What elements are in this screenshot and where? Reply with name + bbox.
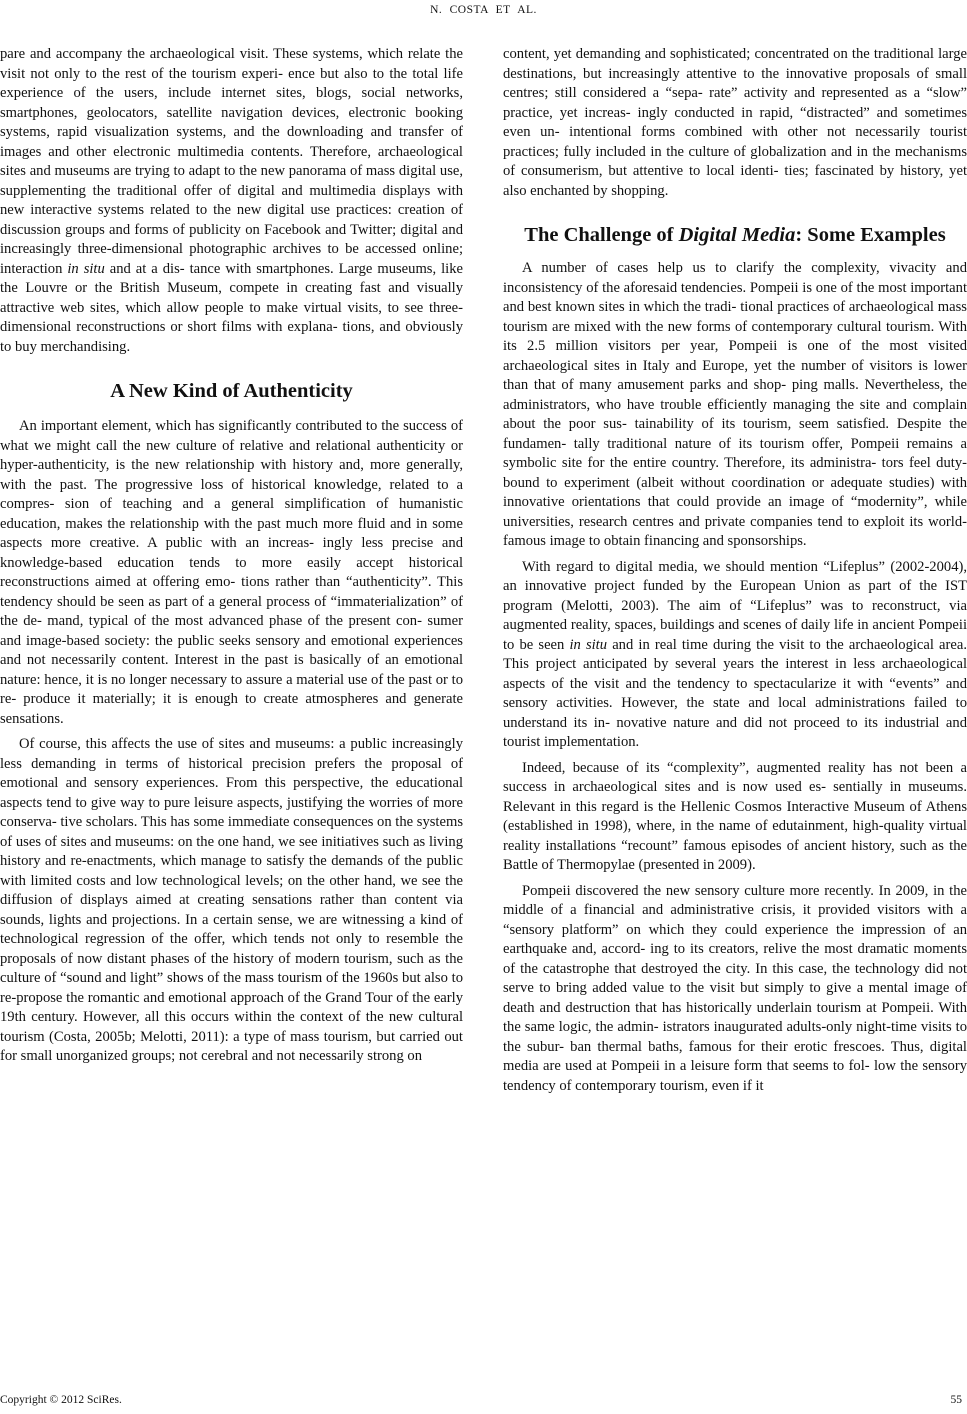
- running-head: N. COSTA ET AL.: [430, 4, 537, 16]
- paragraph: A number of cases help us to clarify the complexity, vivacity and inconsistency of the aforesaid tendencies. Pompeii is one of the most important and best known sites in which the tradi- tional practices of archaeological mass tourism are mixed with the new forms of contemporary cultural tourism. With its 2.5 million visitors per year, Pompeii is one of the most visited archaeological sites in Italy and Europe, yet the number of visitors is lower than that of many amusement parks and shop- ping malls. Nevertheless, the administrators, who have trouble efficiently managing the site and complain about the poor sus- tainability of its tourism, seem satisfied. Despite the fundamen- tally traditional nature of its tourism offer, Pompeii remains a symbolic site for the entire country. Therefore, its administra- tors feel duty-bound to experiment (albeit without coordination or adequate studies) with innovative orientations that could provide an image of “modernity”, while universities, research centres and private companies tend to exploit its world-famous image to obtain financing and sponsorships.: [503, 260, 967, 549]
- paragraph: Of course, this affects the use of sites and museums: a public increasingly less demanding in terms of historical precision prefers the proposal of emotional and sensory experiences. From this perspective, the educational aspects tend to give way to pure leisure aspects, justifying the worries of more conserva- tive scholars. This has some immediate consequences on the systems of uses of sites and museums: on the one hand, we see initiatives such as living history and re-enactments, which manage to satisfy the demands of the public with limited costs and low technological levels; on the other hand, we see the diffusion of displays aimed at creating sensations rather than content via sounds, lights and projections. In a certain sense, we are witnessing a kind of technological regression of the offer, which tends not only to resemble the proposals of now distant phases of the history of modern tourism, such as the culture of “sound and light” shows of the mass tourism of the 1960s but also to re-propose the romantic and emotional approach of the Grand Tour of the early 19th century. However, all this occurs within the context of the new cultural tourism (Costa, 2005b; Melotti, 2011): a type of mass tourism, but carried out for small unorganized groups; not cerebral and not necessarily strong on: [0, 736, 463, 1064]
- paragraph: Pompeii discovered the new sensory culture more recently. In 2009, in the middle of a financial and administrative crisis, it provided visitors with a “sensory platform” on which they could experience the impression of an earthquake and, accord- ing to its creators, relive the most dramatic moments of the catastrophe that destroyed the city. In this case, the technology did not serve to bring added value to the visit but simply to give a mental image of death and destruction that has historically underlain tourism at Pompeii. With the same logic, the admin- istrators inaugurated adults-only night-time visits to the subur- ban thermal baths, famous for their erotic frescoes. Thus, digital media are used at Pompeii in a leisure form that seems to fol- low the sensory tendency of contemporary tourism, even if it: [503, 882, 967, 1094]
- paragraph: pare and accompany the archaeological visit. These systems, which relate the visit not only to the rest of the tourism experi- ence but also to the total life experience of the users, include internet sites, blogs, social networks, smartphones, geolocators, satellite navigation devices, electronic booking systems, rapid visualization systems, and the downloading and transfer of images and other electronic multimedia contents. Therefore, archaeological sites and museums are trying to adapt to the new panorama of mass digital use, supplementing the traditional offer of digital and multimedia displays with new interactive systems related to the new digital use practices: creation of discussion groups and forms of publicity on Facebook and Twitter; digital and increasingly three-dimensional photographic archives to be accessed online; interaction in situ and at a dis- tance with smartphones. Large museums, like the Louvre or the British Museum, compete in creating fast and visually attractive web sites, which allow people to make virtual visits, to see three-dimensional reconstructions or short films with explana- tions, and obviously to buy merchandising.: [0, 46, 463, 355]
- paragraph: With regard to digital media, we should mention “Lifeplus” (2002-2004), an innovative project funded by the European Union as part of the IST program (Melotti, 2003). The aim of “Lifeplus” was to reconstruct, via augmented reality, spaces, buildings and scenes of daily life in ancient Pompeii to be seen in situ and in real time during the visit to the archaeological area. This project anticipated by several years the interest in less archaeological aspects of the visit and the tendency to spectacularize it with “events” and sensory activities. However, the state and local administrations failed to understand its in- novative nature and did not proceed to its industrial and tourist implementation.: [503, 558, 967, 750]
- paragraph: content, yet demanding and sophisticated; concentrated on the traditional large destinations, but increasingly attentive to the innovative proposals of small centres; still considered a “sepa- rate” activity and represented as a “slow” practice, yet increas- ingly conducted in rapid, “distracted” and sometimes even un- intentional forms combined with other not necessarily tourist practices; fully included in the culture of globalization and in the mechanisms of consumerism, but attentive to local identi- ties; fascinated by history, yet also enchanted by shopping.: [503, 46, 967, 199]
- section-heading: The Challenge of Digital Media: Some Examples: [524, 224, 946, 246]
- page-number: 55: [950, 1394, 962, 1406]
- section-heading: A New Kind of Authenticity: [110, 380, 353, 402]
- paragraph: Indeed, because of its “complexity”, augmented reality has not been a success in archaeological sites and is now used es- sentially in museums. Relevant in this regard is the Hellenic Cosmos Interactive Museum of Athens (established in 1998), where, in the name of edutainment, high-quality virtual reality installations “recount” famous episodes of ancient history, such as the Battle of Thermopylae (presented in 2009).: [503, 759, 967, 873]
- left-column: [0, 45, 463, 1067]
- right-column: [503, 45, 967, 1096]
- paragraph: An important element, which has significantly contributed to the success of what we might call the new culture of relative and relational authenticity or hyper-authenticity, is the new relationship with history and, more generally, with the past. The progressive loss of historical knowledge, related to a compres- sion of teaching and a general simplification of humanistic education, makes the relationship with the past much more fluid and in some aspects more creative. A public with an increas- ingly less precise and knowledge-based education tends to more easily accept historical reconstructions aimed at offering emo- tions rather than “authenticity”. This tendency should be seen as part of a general process of “immaterialization” of the de- mand, typical of the most advanced phase of the present con- sumer and image-based society: the public seeks sensory and emotional experiences and not necessarily content. Interest in the past is basically of an emotional nature: hence, it is no longer necessary to assure a material use of the past or to re- produce it materially; it is enough to create atmospheres and generate sensations.: [0, 418, 463, 727]
- copyright-notice: Copyright © 2012 SciRes.: [0, 1394, 122, 1406]
